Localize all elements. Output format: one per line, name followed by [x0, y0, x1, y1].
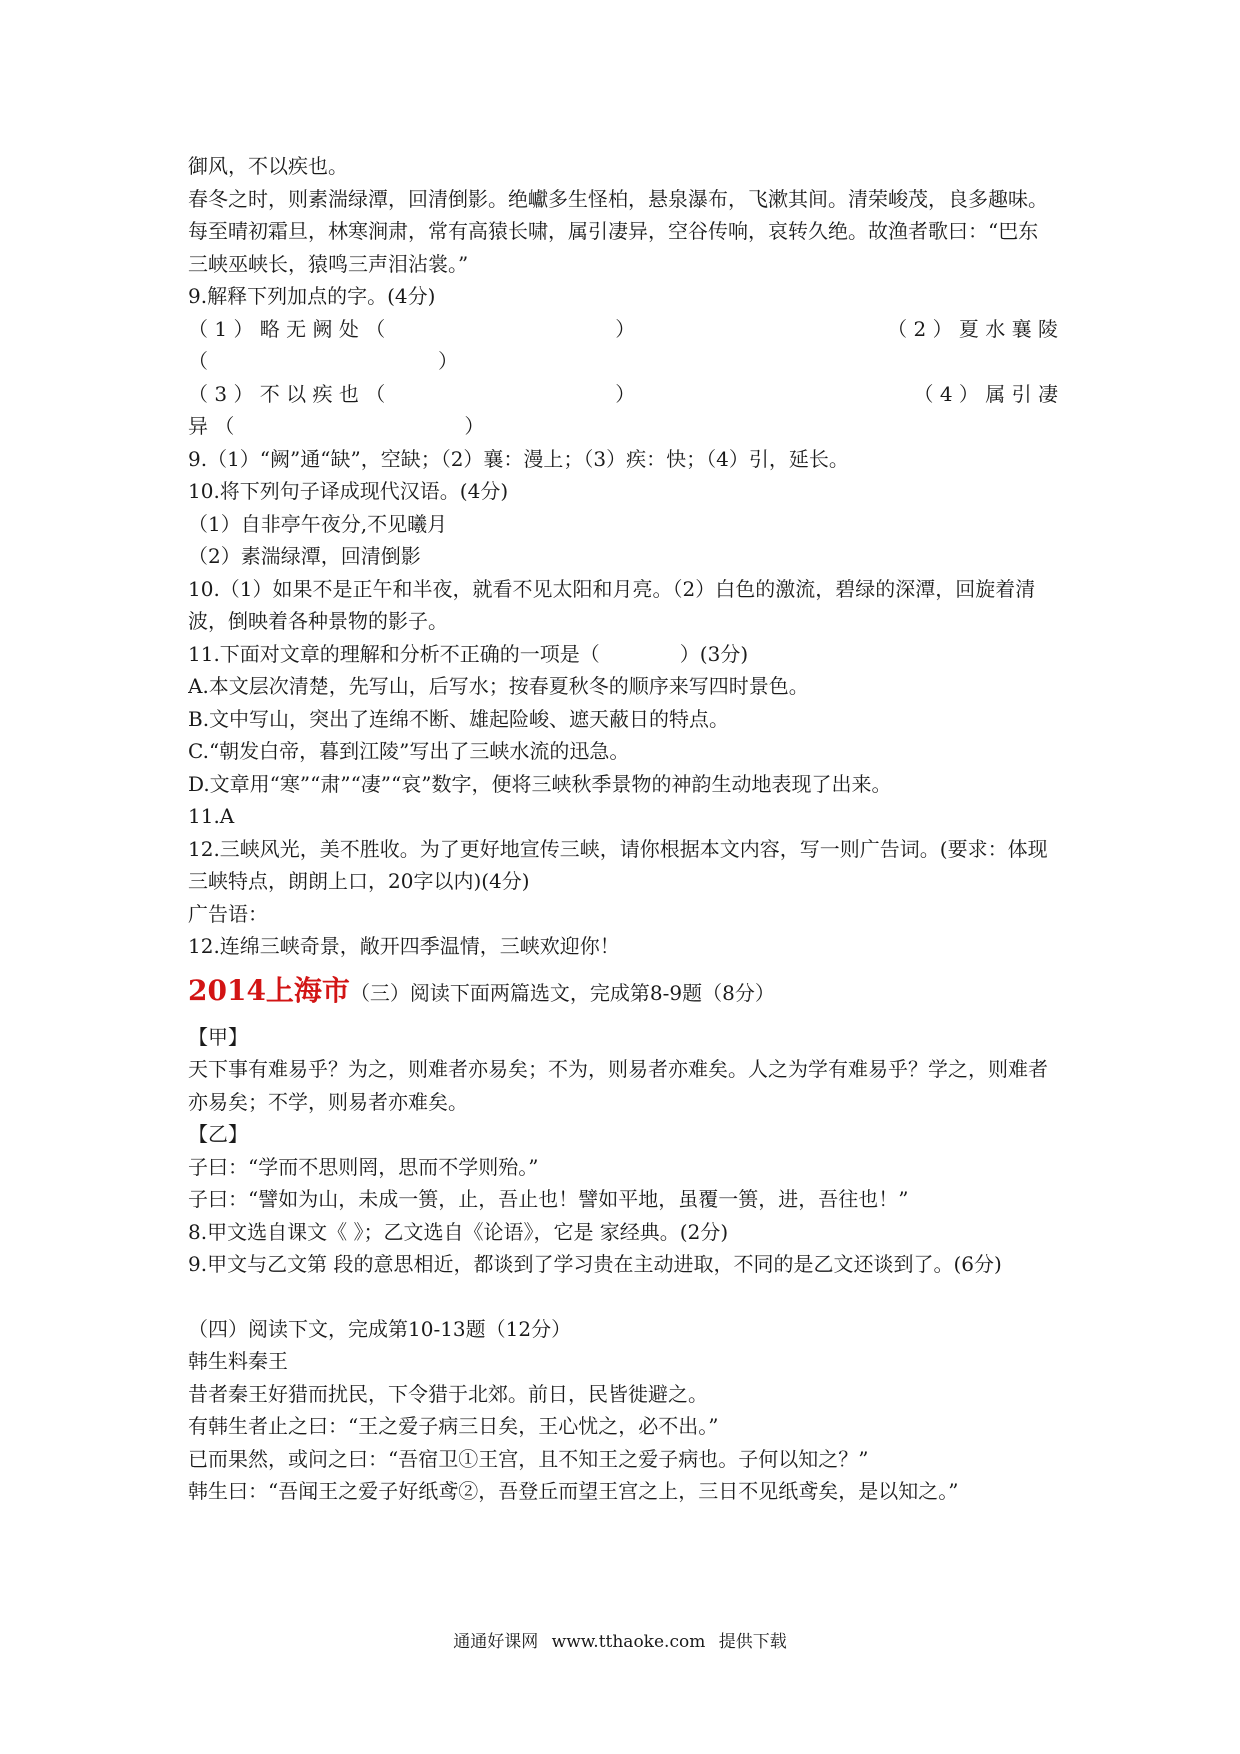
page-footer [0, 1627, 1240, 1652]
section-4-paragraph-1: 昔者秦王好猎而扰民，下令猎于北郊。前日，民皆徙避之。 [188, 1381, 708, 1406]
section-3-question-8: 8.甲文选自课文《 》；乙文选自《论语》，它是 家经典。(2分) [188, 1219, 729, 1244]
question-12-label: 广告语： [188, 901, 268, 926]
question-11-option-a: A.本文层次清楚，先写山，后写水；按春夏秋冬的顺序来写四时景色。 [188, 674, 809, 698]
q9-item-4-open: 异 （ [188, 414, 235, 438]
footer-site-name: 通通好课网 [453, 1632, 539, 1652]
q9-item-3-close: ） [615, 381, 636, 406]
question-11-title: 11.下面对文章的理解和分析不正确的一项是（ ）(3分) [188, 641, 749, 666]
q9-item-2: （ 2 ） 夏 水 襄 陵 [887, 316, 1058, 341]
passage-jia-text: 天下事有难易乎？为之，则难者亦易矣；不为，则易者亦难矣。人之为学有难易乎？学之，则难者亦易矣；不学，则易者亦难矣。 [188, 1057, 1048, 1114]
document-body [188, 150, 1058, 1508]
exam-source-label: 2014上海市 [188, 973, 350, 1007]
question-10-sentence-2: （2）素湍绿潭，回清倒影 [188, 544, 421, 568]
section-4-title: 韩生料秦王 [188, 1349, 288, 1373]
passage-yi-line-1: 子曰：“学而不思则罔，思而不学则殆。” [188, 1154, 539, 1179]
footer-url[interactable]: www.tthaoke.com [551, 1632, 706, 1652]
question-9-answer: 9.（1）“阙”通“缺”，空缺；（2）襄：漫上；（3）疾：快；（4）引，延长。 [188, 446, 849, 471]
question-12-title: 12.三峡风光，美不胜收。为了更好地宣传三峡，请你根据本文内容，写一则广告词。(要求：体现三峡特点，朗朗上口，20字以内)(4分) [188, 836, 1048, 893]
question-9-row-2 [188, 378, 1058, 411]
passage-paragraph: 春冬之时，则素湍绿潭，回清倒影。绝巘多生怪柏，悬泉瀑布，飞漱其间。清荣峻茂，良多趣味。 [188, 186, 1048, 211]
question-11-answer: 11.A [188, 804, 235, 828]
section-3-question-9: 9.甲文与乙文第 段的意思相近，都谈到了学习贵在主动进取，不同的是乙文还谈到了。(6分) [188, 1252, 1002, 1276]
question-9-row-1 [188, 313, 1058, 346]
section-4-paragraph-2: 有韩生者止之曰：“王之爱子病三日矣，王心忧之，必不出。” [188, 1414, 719, 1438]
q9-item-4-close: ） [464, 414, 485, 438]
passage-yi-label: 【乙】 [188, 1122, 248, 1146]
question-9-title: 9.解释下列加点的字。(4分) [188, 284, 436, 308]
section-4-paragraph-3: 已而果然，或问之曰：“吾宿卫①王宫，且不知王之爱子病也。子何以知之？” [188, 1446, 869, 1471]
passage-yi-line-2: 子曰：“譬如为山，未成一篑，止，吾止也！譬如平地，虽覆一篑，进，吾往也！” [188, 1187, 909, 1211]
q9-item-2-close: ） [438, 349, 458, 373]
question-9-row-1b [188, 345, 1058, 378]
section-4-heading: （四）阅读下文，完成第10-13题（12分） [188, 1316, 572, 1341]
question-10-sentence-1: （1）自非亭午夜分,不见曦月 [188, 511, 448, 536]
question-10-title: 10.将下列句子译成现代汉语。(4分) [188, 479, 509, 503]
question-11-option-c: C.“朝发白帝，暮到江陵”写出了三峡水流的迅急。 [188, 739, 630, 763]
passage-line: 御风，不以疾也。 [188, 154, 348, 178]
q9-item-1: （ 1 ） 略 无 阙 处 （ [188, 316, 386, 341]
section-3-instructions: （三）阅读下面两篇选文，完成第8-9题（8分） [349, 980, 775, 1005]
q9-item-4: （ 4 ） 属 引 凄 [913, 381, 1058, 406]
section-3-heading [188, 971, 1058, 1013]
q9-item-1-close: ） [615, 316, 636, 341]
footer-suffix: 提供下载 [718, 1632, 787, 1652]
question-12-answer: 12.连绵三峡奇景，敞开四季温情，三峡欢迎你！ [188, 934, 620, 958]
q9-item-3: （ 3 ） 不 以 疾 也 （ [188, 381, 386, 406]
question-11-option-b: B.文中写山，突出了连绵不断、雄起险峻、遮天蔽日的特点。 [188, 706, 730, 731]
q9-item-2-open: （ [188, 349, 208, 373]
passage-jia-label: 【甲】 [188, 1024, 248, 1049]
question-10-answer: 10.（1）如果不是正午和半夜，就看不见太阳和月亮。（2）白色的激流，碧绿的深潭，回旋着清波，倒映着各种景物的影子。 [188, 576, 1036, 633]
passage-paragraph: 每至晴初霜旦，林寒涧肃，常有高猿长啸，属引凄异，空谷传响，哀转久绝。故渔者歌曰：“巴东三峡巫峡长，猿鸣三声泪沾裳。” [188, 219, 1039, 276]
question-9-row-2b [188, 410, 1058, 443]
section-4-paragraph-4: 韩生曰：“吾闻王之爱子好纸鸢②，吾登丘而望王宫之上，三日不见纸鸢矣，是以知之。” [188, 1479, 959, 1503]
question-11-option-d: D.文章用“寒”“肃”“凄”“哀”数字，便将三峡秋季景物的神韵生动地表现了出来。 [188, 771, 892, 796]
